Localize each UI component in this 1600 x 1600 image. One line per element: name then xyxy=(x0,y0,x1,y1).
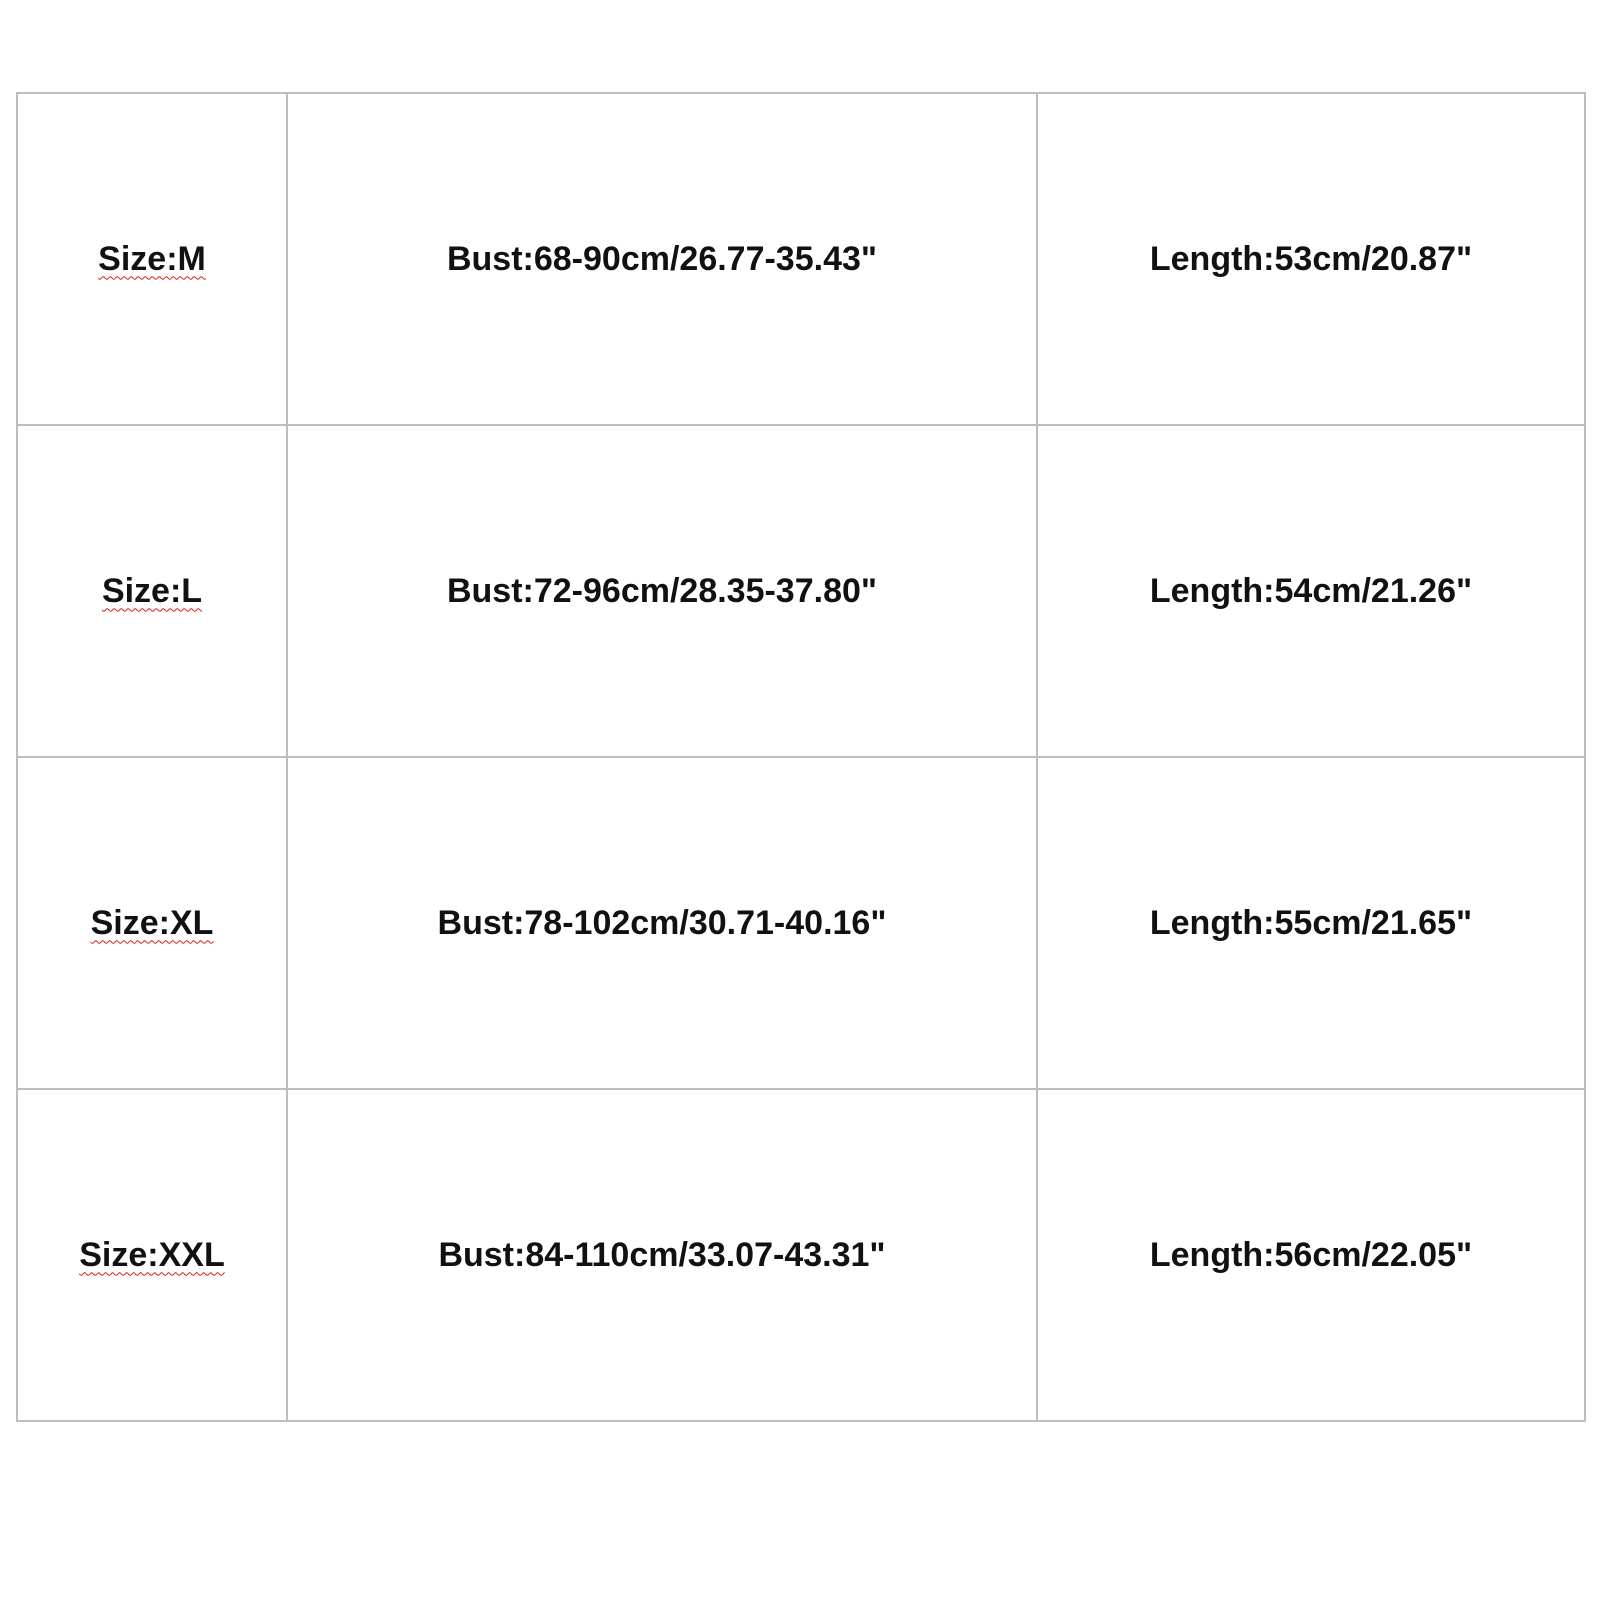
length-cell: Length:53cm/20.87" xyxy=(1037,93,1585,425)
bust-cell: Bust:72-96cm/28.35-37.80" xyxy=(287,425,1037,757)
size-cell xyxy=(17,425,287,757)
table-row xyxy=(17,1089,1585,1421)
size-label: Size:XXL xyxy=(79,1235,225,1274)
table-row xyxy=(17,93,1585,425)
size-label: Size:XL xyxy=(90,903,214,942)
size-cell xyxy=(17,93,287,425)
size-label: Size:L xyxy=(101,571,203,610)
size-cell xyxy=(17,1089,287,1421)
bust-cell: Bust:78-102cm/30.71-40.16" xyxy=(287,757,1037,1089)
size-chart-table xyxy=(16,92,1586,1422)
length-cell: Length:54cm/21.26" xyxy=(1037,425,1585,757)
size-label: Size:M xyxy=(98,239,206,278)
table-row xyxy=(17,425,1585,757)
size-cell xyxy=(17,757,287,1089)
length-cell: Length:55cm/21.65" xyxy=(1037,757,1585,1089)
length-cell: Length:56cm/22.05" xyxy=(1037,1089,1585,1421)
bust-cell: Bust:68-90cm/26.77-35.43" xyxy=(287,93,1037,425)
bust-cell: Bust:84-110cm/33.07-43.31" xyxy=(287,1089,1037,1421)
table-row xyxy=(17,757,1585,1089)
